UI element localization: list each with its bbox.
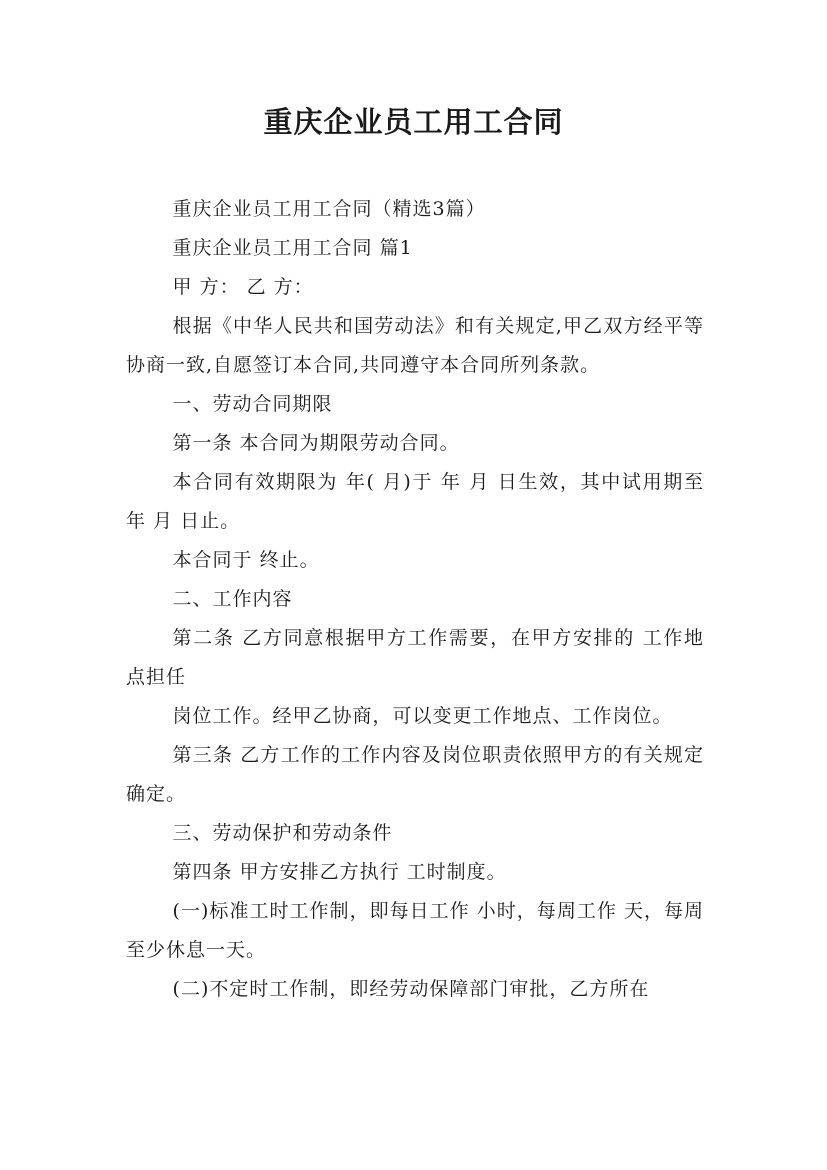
paragraph-heading-work: 二、工作内容: [172, 588, 293, 610]
paragraph-article-4: 第四条 甲方安排乙方执行 工时制度。: [172, 861, 507, 883]
paragraph-article-1: 第一条 本合同为期限劳动合同。: [172, 432, 460, 454]
paragraph-heading-protection: 三、劳动保护和劳动条件: [172, 822, 393, 844]
paragraph-article-2: 第二条 乙方同意根据甲方工作需要，在甲方安排的 工作地点担任: [126, 627, 704, 688]
document-body: [126, 190, 704, 1009]
paragraph-heading-term: 一、劳动合同期限: [172, 393, 333, 415]
document-title: 重庆企业员工用工合同: [263, 105, 564, 139]
paragraph-article-2-continued: 岗位工作。经甲乙协商，可以变更工作地点、工作岗位。: [172, 705, 673, 727]
paragraph-termination: 本合同于 终止。: [172, 549, 320, 571]
paragraph-flexible-hours: (二)不定时工作制，即经劳动保障部门审批，乙方所在: [172, 978, 650, 1000]
paragraph-parties: 甲 方： 乙 方：: [172, 276, 314, 298]
paragraph-preamble: 根据《中华人民共和国劳动法》和有关规定,甲乙双方经平等协商一致,自愿签订本合同,共同遵守本合同所列条款。: [126, 315, 704, 376]
paragraph-section-heading: 重庆企业员工用工合同 篇1: [172, 237, 413, 259]
paragraph-standard-hours: (一)标准工时工作制，即每日工作 小时，每周工作 天，每周至少休息一天。: [126, 900, 704, 961]
paragraph-subtitle: 重庆企业员工用工合同（精选3篇）: [172, 198, 486, 220]
paragraph-validity: 本合同有效期限为 年( 月)于 年 月 日生效，其中试用期至 年 月 日止。: [126, 471, 704, 532]
paragraph-article-3: 第三条 乙方工作的工作内容及岗位职责依照甲方的有关规定确定。: [126, 744, 704, 805]
